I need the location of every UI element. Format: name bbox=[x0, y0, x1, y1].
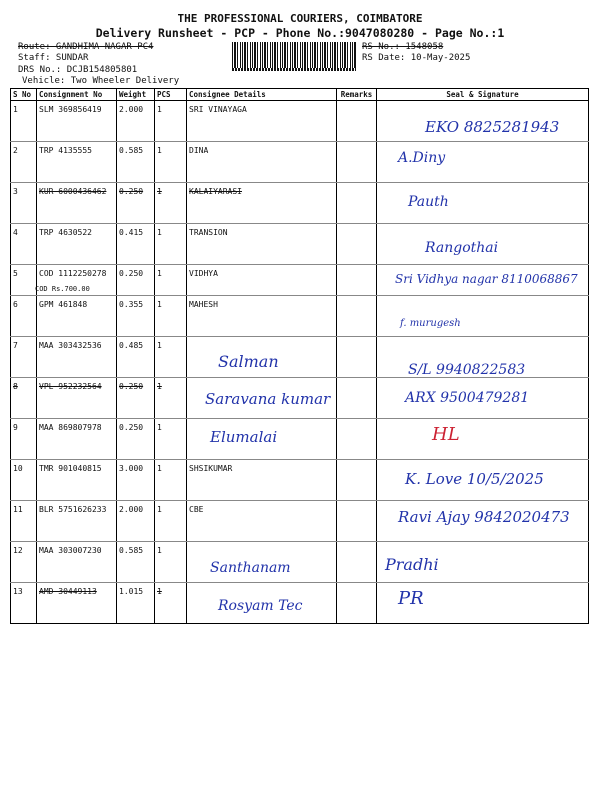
col-weight: Weight bbox=[117, 89, 155, 101]
drs-number: DRS No.: DCJB154805801 bbox=[18, 65, 138, 75]
handwritten-signature: Rangothai bbox=[425, 240, 499, 256]
cell-weight: 0.355 bbox=[117, 296, 155, 337]
cell-consignment: MAA 303432536 bbox=[37, 337, 117, 378]
handwritten-consignee: Rosyam Tec bbox=[218, 598, 303, 614]
cell-pcs: 1 bbox=[155, 337, 187, 378]
cell-sno: 12 bbox=[11, 542, 37, 583]
cell-pcs: 1 bbox=[155, 501, 187, 542]
col-signature: Seal & Signature bbox=[377, 89, 589, 101]
cell-consignment bbox=[37, 265, 117, 296]
cell-consignment: TRP 4135555 bbox=[37, 142, 117, 183]
barcode bbox=[232, 42, 356, 68]
table-row bbox=[11, 224, 589, 265]
handwritten-signature: EKO 8825281943 bbox=[425, 118, 560, 136]
consignment-number: COD 1112250278 bbox=[39, 269, 107, 278]
cell-weight: 0.415 bbox=[117, 224, 155, 265]
cell-sno: 11 bbox=[11, 501, 37, 542]
cell-remarks bbox=[337, 183, 377, 224]
cell-remarks bbox=[337, 142, 377, 183]
cell-consignment: TMR 901040815 bbox=[37, 460, 117, 501]
cell-sno: 7 bbox=[11, 337, 37, 378]
cell-remarks bbox=[337, 583, 377, 624]
cell-weight: 0.250 bbox=[117, 265, 155, 296]
handwritten-signature: HL bbox=[432, 424, 460, 445]
cell-weight: 0.250 bbox=[117, 419, 155, 460]
cell-signature bbox=[377, 419, 589, 460]
cell-weight: 0.585 bbox=[117, 542, 155, 583]
runsheet-subtitle: Delivery Runsheet - PCP - Phone No.:9047080280 - Page No.:1 bbox=[95, 26, 505, 40]
cell-pcs: 1 bbox=[155, 101, 187, 142]
table-row bbox=[11, 542, 589, 583]
cell-consignee: TRANSION bbox=[187, 224, 337, 265]
cell-consignee: CBE bbox=[187, 501, 337, 542]
col-remarks: Remarks bbox=[337, 89, 377, 101]
cell-pcs: 1 bbox=[155, 296, 187, 337]
col-sno: S No bbox=[11, 89, 37, 101]
runsheet-table bbox=[10, 88, 589, 624]
cell-sno: 2 bbox=[11, 142, 37, 183]
cell-sno: 6 bbox=[11, 296, 37, 337]
cell-pcs: 1 bbox=[155, 583, 187, 624]
handwritten-consignee: Elumalai bbox=[210, 428, 278, 446]
cell-weight: 1.015 bbox=[117, 583, 155, 624]
cell-consignee: MAHESH bbox=[187, 296, 337, 337]
cell-weight: 0.585 bbox=[117, 142, 155, 183]
cod-amount: COD Rs.700.00 bbox=[35, 285, 90, 293]
cell-sno: 9 bbox=[11, 419, 37, 460]
handwritten-signature: f. murugesh bbox=[400, 318, 461, 329]
cell-sno: 4 bbox=[11, 224, 37, 265]
cell-consignment: TRP 4630522 bbox=[37, 224, 117, 265]
rs-date: RS Date: 10-May-2025 bbox=[362, 53, 471, 63]
company-title: THE PROFESSIONAL COURIERS, COIMBATORE bbox=[177, 12, 423, 25]
handwritten-consignee: Santhanam bbox=[210, 560, 291, 576]
cell-pcs: 1 bbox=[155, 183, 187, 224]
route-label: Route: GANDHIMA NAGAR PC4 bbox=[18, 42, 154, 52]
table-row bbox=[11, 142, 589, 183]
cell-sno: 13 bbox=[11, 583, 37, 624]
cell-pcs: 1 bbox=[155, 224, 187, 265]
handwritten-signature: ARX 9500479281 bbox=[405, 390, 530, 406]
cell-consignee: DINA bbox=[187, 142, 337, 183]
handwritten-signature: Pauth bbox=[408, 194, 449, 210]
cell-consignment: MAA 303007230 bbox=[37, 542, 117, 583]
handwritten-signature: Ravi Ajay 9842020473 bbox=[398, 508, 570, 526]
handwritten-consignee: Salman bbox=[218, 352, 279, 371]
cell-sno: 10 bbox=[11, 460, 37, 501]
rs-number: RS No.: 1548058 bbox=[362, 42, 444, 52]
cell-remarks bbox=[337, 296, 377, 337]
cell-sno: 3 bbox=[11, 183, 37, 224]
cell-remarks bbox=[337, 419, 377, 460]
cell-pcs: 1 bbox=[155, 542, 187, 583]
handwritten-signature: A.Diny bbox=[398, 150, 446, 166]
cell-weight: 0.485 bbox=[117, 337, 155, 378]
table-row bbox=[11, 419, 589, 460]
cell-consignment: AMD 30449113 bbox=[37, 583, 117, 624]
cell-remarks bbox=[337, 224, 377, 265]
cell-consignee: SHSIKUMAR bbox=[187, 460, 337, 501]
cell-consignment: KUR 6000436462 bbox=[37, 183, 117, 224]
cell-remarks bbox=[337, 101, 377, 142]
cell-consignment: GPM 461848 bbox=[37, 296, 117, 337]
cell-pcs: 1 bbox=[155, 265, 187, 296]
cell-consignment: MAA 869807978 bbox=[37, 419, 117, 460]
cell-pcs: 1 bbox=[155, 142, 187, 183]
cell-sno: 8 bbox=[11, 378, 37, 419]
col-pcs: PCS bbox=[155, 89, 187, 101]
table-row bbox=[11, 183, 589, 224]
cell-consignee: VIDHYA bbox=[187, 265, 337, 296]
cell-remarks bbox=[337, 501, 377, 542]
cell-signature bbox=[377, 296, 589, 337]
cell-consignment: BLR 5751626233 bbox=[37, 501, 117, 542]
vehicle-label: Vehicle: Two Wheeler Delivery bbox=[22, 76, 180, 86]
table-header-row bbox=[11, 89, 589, 101]
cell-sno: 5 bbox=[11, 265, 37, 296]
staff-label: Staff: SUNDAR bbox=[18, 53, 89, 63]
table-row bbox=[11, 296, 589, 337]
col-consignee: Consignee Details bbox=[187, 89, 337, 101]
handwritten-signature: Pradhi bbox=[385, 555, 439, 574]
barcode-digits bbox=[232, 68, 356, 71]
cell-pcs: 1 bbox=[155, 419, 187, 460]
cell-pcs: 1 bbox=[155, 378, 187, 419]
cell-consignee: SRI VINAYAGA bbox=[187, 101, 337, 142]
handwritten-signature: PR bbox=[398, 588, 424, 609]
handwritten-consignee: Saravana kumar bbox=[205, 390, 331, 408]
handwritten-signature: S/L 9940822583 bbox=[408, 362, 526, 378]
cell-weight: 3.000 bbox=[117, 460, 155, 501]
cell-weight: 0.250 bbox=[117, 378, 155, 419]
cell-remarks bbox=[337, 265, 377, 296]
col-consignment: Consignment No bbox=[37, 89, 117, 101]
cell-weight: 2.000 bbox=[117, 501, 155, 542]
cell-weight: 0.250 bbox=[117, 183, 155, 224]
cell-remarks bbox=[337, 378, 377, 419]
cell-remarks bbox=[337, 542, 377, 583]
handwritten-signature: Sri Vidhya nagar 8110068867 bbox=[395, 272, 578, 286]
cell-consignment: VPL 952232564 bbox=[37, 378, 117, 419]
handwritten-signature: K. Love 10/5/2025 bbox=[405, 470, 544, 488]
cell-consignment: SLM 369856419 bbox=[37, 101, 117, 142]
cell-weight: 2.000 bbox=[117, 101, 155, 142]
cell-consignee: KALAIYARASI bbox=[187, 183, 337, 224]
cell-sno: 1 bbox=[11, 101, 37, 142]
cell-remarks bbox=[337, 460, 377, 501]
cell-pcs: 1 bbox=[155, 460, 187, 501]
cell-remarks bbox=[337, 337, 377, 378]
